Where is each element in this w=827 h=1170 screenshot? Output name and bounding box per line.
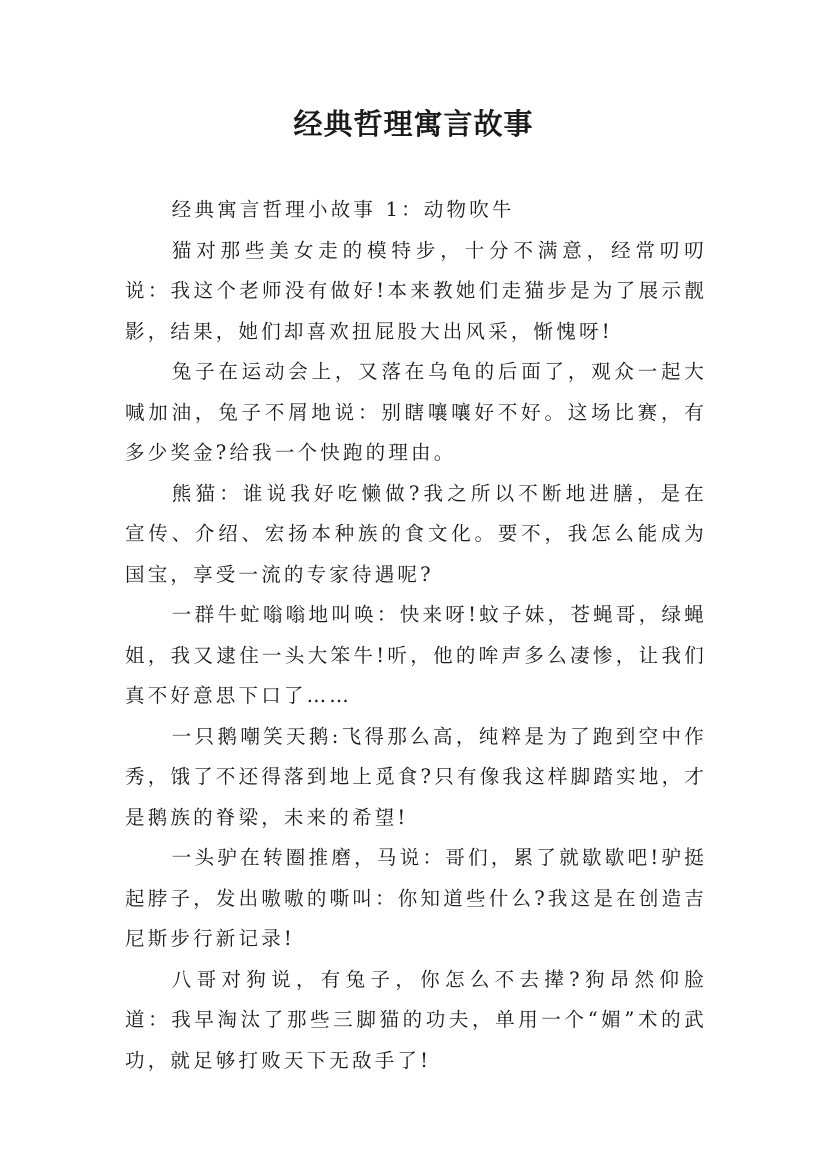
document-body	[125, 190, 707, 1081]
paragraph-cat: 猫对那些美女走的模特步，十分不满意，经常叨叨说：我这个老师没有做好!本来教她们走猫步是为了展示靓影，结果，她们却喜欢扭屁股大出风采，惭愧呀!	[125, 238, 707, 343]
paragraph-donkey: 一头驴在转圈推磨，马说：哥们，累了就歇歇吧!驴挺起脖子，发出嗷嗷的嘶叫：你知道些什么?我这是在创造吉尼斯步行新记录!	[125, 846, 707, 950]
paragraph-myna: 八哥对狗说，有兔子，你怎么不去撵?狗昂然仰脸道：我早淘汰了那些三脚猫的功夫，单用一个“媚”术的武功，就足够打败天下无敌手了!	[125, 967, 707, 1072]
paragraph-goose: 一只鹅嘲笑天鹅:飞得那么高，纯粹是为了跑到空中作秀，饿了不还得落到地上觅食?只有像我这样脚踏实地，才是鹅族的脊梁，未来的希望!	[125, 724, 707, 829]
page-title: 经典哲理寓言故事	[293, 107, 534, 141]
paragraph-rabbit: 兔子在运动会上，又落在乌龟的后面了，观众一起大喊加油，兔子不屑地说：别瞎嚷嚷好不好。这场比赛，有多少奖金?给我一个快跑的理由。	[125, 360, 707, 464]
paragraph-gadfly: 一群牛虻嗡嗡地叫唤：快来呀!蚊子妹，苍蝇哥，绿蝇姐，我又逮住一头大笨牛!听，他的哞声多么凄惨，让我们真不好意思下口了……	[125, 603, 707, 707]
paragraph-panda: 熊猫：谁说我好吃懒做?我之所以不断地进膳，是在宣传、介绍、宏扬本种族的食文化。要不，我怎么能成为国宝，享受一流的专家待遇呢?	[125, 481, 707, 586]
story-subtitle: 经典寓言哲理小故事 1：动物吹牛	[171, 198, 515, 221]
